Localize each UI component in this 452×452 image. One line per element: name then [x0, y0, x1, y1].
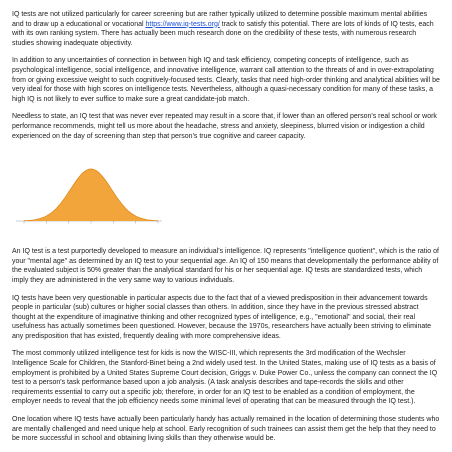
- x-axis-ticks: [24, 221, 158, 224]
- paragraph-6: The most commonly utilized intelligence test for kids is now the WISC-III, which represents the 3rd modification of the Wechsler Intelligence Scale for Children, the Stanford-Binet being a 2nd widely used test. In the United States, making use of IQ tests as a basis of employment is prohibited by a United States Supreme Court decision, Griggs v. Duke Power Co., unless the company can connect the IQ test to a person's task performance based upon a job analysis. (A task analysis describes and tape-records the skills and other requirements essential to carry out a specific job; therefore, in order for an IQ test to be enabled as a condition of employment, the employer needs to reveal that the job efficiency needs some minimal level of operating that can be measured through the IQ test.).: [12, 350, 438, 406]
- paragraph-3: Needless to state, an IQ test that was never ever repeated may result in a score that, if lower than an offered person's real school or work performance recommends, might tell us more about the headache, stress and anxiety, sleepiness, blurred vision or indigestion a child experienced on the day of screening than step that person's true cognitive and career capacity.: [12, 113, 437, 140]
- paragraph-2: In addition to any uncertainties of connection in between high IQ and task efficiency, competing concepts of intelligence, such as psychological intelligence, social intelligence, and innovative intelligence, warrant call attention to the threats of and in over-extrapolating from or giving excessive weight to such cognitively-focused tests. Clearly, tasks that need high-order thinking and analytical abilities will be very ideal for those with high scores on intelligence tests. Nevertheless, although a quasi-necessary condition for many of these tasks, a high IQ is not likely to ever suffice to make sure a great candidate-job match.: [12, 57, 440, 103]
- bell-curve-area: [24, 169, 158, 221]
- bell-curve-graphic: [12, 149, 312, 239]
- paragraph-1-text-b: track to satisfy this potential. There are lots of kinds of IQ tests, each with its own ranking system. There has actually been much research done on the credibility of these tests, with numerous research studies showing inadequate objectivity.: [12, 20, 434, 47]
- paragraph-1: [12, 10, 440, 48]
- paragraph-4: An IQ test is a test purportedly developed to measure an individual's intelligence. IQ represents "intelligence quotient", which is the ratio of your "mental age" as determined by an IQ test to your sequential age. An IQ of 150 means that developmentally the performance ability of the evaluated subject is 50% greater than the analytical standard for his or her sequential age. IQ tests are standardized tests, which imply they are administered in the very same way to various individuals.: [12, 248, 439, 284]
- paragraph-7: One location where IQ tests have actually been particularly handy has actually remained in the location of determining those students who are mentally challenged and need unique help at school. Early recognition of such trainees can assist them get the help that they need to be more successful in school and obtaining living skills than they otherwise would be.: [12, 416, 440, 443]
- paragraph-5: IQ tests have been very questionable in particular aspects due to the fact that of a viewed predisposition in their advancement towards people in particular (sub) cultures or higher social classes than others. In addition, since they have in the previous stressed abstract thought at the expenditure of imaginative thinking and other recognized types of intelligence, e.g., "emotional" and social, their real usefulness has actually sometimes been questioned. However, because the 1970s, researchers have actually been striving to eliminate any predisposition that has existed, frequently dealing with more comprehensive ideas.: [12, 294, 432, 340]
- iq-tests-link[interactable]: https://www.iq-tests.org/: [145, 20, 220, 28]
- paragraph-1-text-a: IQ tests are not utilized particularly for career screening but are rather typically utilized to determine possible maximum mental abilities and to draw up a educational or vocational: [12, 11, 428, 28]
- bell-curve-figure: [12, 149, 312, 239]
